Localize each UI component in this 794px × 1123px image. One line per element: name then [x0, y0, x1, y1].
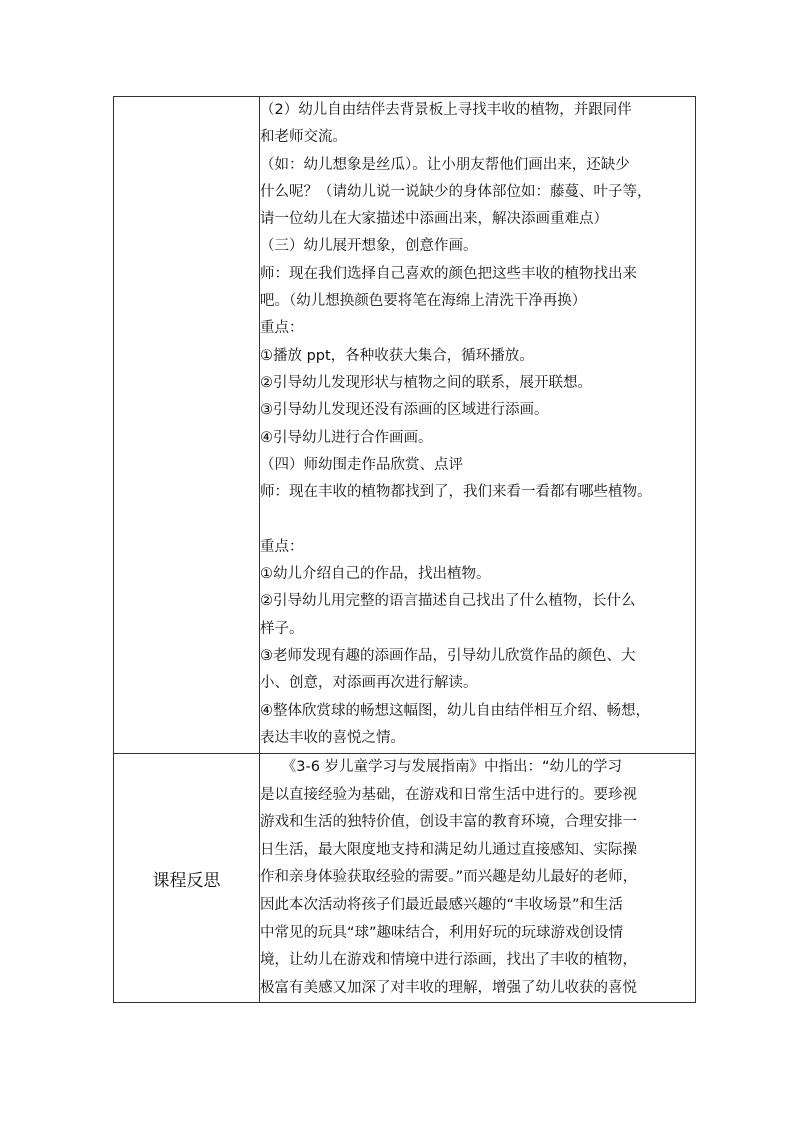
reflection-line: 日生活，最大限度地支持和满足幼儿通过直接感知、实际操 — [260, 841, 637, 858]
process-line: ②引导幼儿用完整的语言描述自己找出了什么植物，长什么 — [260, 593, 636, 610]
reflection-label: 课程反思 — [114, 754, 260, 1003]
process-line: ③引导幼儿发现还没有添画的区域进行添画。 — [260, 402, 549, 419]
process-line: ①幼儿介绍自己的作品，找出植物。 — [260, 566, 491, 583]
reflection-line: 极富有美感又加深了对丰收的理解，增强了幼儿收获的喜悦 — [260, 979, 637, 996]
process-line: ②引导幼儿发现形状与植物之间的联系，展开联想。 — [260, 374, 592, 391]
process-line: 表达丰收的喜悦之情。 — [260, 729, 405, 746]
process-line: 重点： — [260, 320, 304, 337]
reflection-line: 《3-6 岁儿童学习与发展指南》中指出：“幼儿的学习 — [260, 759, 623, 775]
process-label-cell — [114, 97, 260, 754]
process-line: 师：现在我们选择自己喜欢的颜色把这些丰收的植物找出来 — [260, 265, 637, 282]
lesson-plan-table — [113, 96, 696, 1003]
reflection-line: 游戏和生活的独特价值，创设丰富的教育环境，合理安排一 — [260, 814, 637, 831]
process-line: （三）幼儿展开想象，创意作画。 — [260, 238, 478, 255]
process-line: （2）幼儿自由结伴去背景板上寻找丰收的植物，并跟同伴 — [260, 102, 632, 118]
process-line: 师：现在丰收的植物都找到了，我们来看一看都有哪些植物。 — [260, 484, 652, 501]
process-line: ③老师发现有趣的添画作品，引导幼儿欣赏作品的颜色、大 — [260, 647, 636, 664]
process-line: 什么呢？（请幼儿说一说缺少的身体部位如：藤蔓、叶子等， — [260, 183, 652, 200]
process-line: 重点： — [260, 538, 304, 555]
reflection-line: 因此本次活动将孩子们最近最感兴趣的“丰收场景”和生活 — [260, 896, 624, 913]
process-line: （如：幼儿想象是丝瓜）。让小朋友帮他们画出来，还缺少 — [260, 156, 630, 173]
reflection-line: 境，让幼儿在游戏和情境中进行添画，找出了丰收的植物， — [260, 952, 637, 969]
process-content-cell — [260, 97, 696, 754]
process-line: ④整体欣赏球的畅想这幅图，幼儿自由结伴相互介绍、畅想， — [260, 702, 650, 719]
reflection-line: 作和亲身体验获取经验的需要。”而兴趣是幼儿最好的老师， — [260, 869, 638, 886]
process-line: ④引导幼儿进行合作画画。 — [260, 429, 433, 446]
process-line: 吧。（幼儿想换颜色要将笔在海绵上清洗干净再换） — [260, 293, 587, 310]
process-line: ①播放 ppt，各种收获大集合，循环播放。 — [260, 347, 534, 364]
process-row — [114, 97, 696, 754]
reflection-content-cell — [260, 754, 696, 1003]
process-line: 小、创意，对添画再次进行解读。 — [260, 675, 478, 692]
reflection-line: 是以直接经验为基础，在游戏和日常生活中进行的。要珍视 — [260, 786, 637, 803]
reflection-row — [114, 754, 696, 1003]
blank-line — [260, 506, 695, 533]
process-line: （四）师幼围走作品欣赏、点评 — [260, 456, 463, 473]
process-line: 样子。 — [260, 620, 304, 637]
process-line: 和老师交流。 — [260, 129, 347, 146]
process-line: 请一位幼儿在大家描述中添画出来，解决添画重难点） — [260, 211, 608, 228]
reflection-line: 中常见的玩具“球”趣味结合，利用好玩的玩球游戏创设情 — [260, 924, 624, 941]
